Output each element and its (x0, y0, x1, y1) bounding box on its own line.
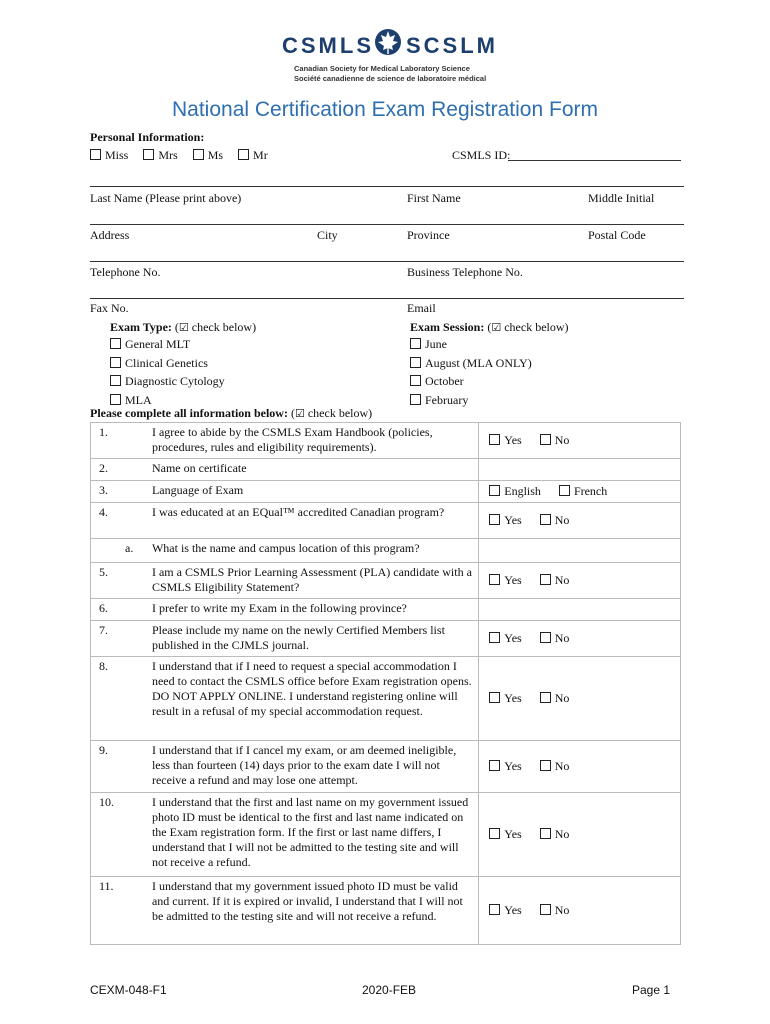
complete-all-heading: Please complete all information below: (☑ check below) (90, 406, 373, 420)
question-text: I understand that my government issued photo ID must be valid and current. If it is expired or invalid, I understand that I will not be admitted to the testing site and will not receive a refund. (148, 877, 479, 945)
answer-cell (479, 423, 681, 459)
question-text: I agree to abide by the CSMLS Exam Handbook (policies, procedures, rules and eligibility requirements). (148, 423, 479, 459)
question-text: I understand that if I need to request a special accommodation I need to contact the CSMLS office before Exam registration opens. DO NOT APPLY ONLINE. I understand registering online will result in a refusal of my special accommodation request. (148, 657, 479, 741)
telephone-label: Telephone No. (90, 265, 161, 279)
question-number: 8. (91, 657, 148, 741)
form-title: National Certification Exam Registration Form (172, 98, 598, 121)
checkbox-icon[interactable] (489, 760, 500, 771)
checkbox-icon[interactable] (110, 338, 121, 349)
question-row (91, 657, 681, 741)
question-number: 6. (91, 599, 148, 621)
question-text: Name on certificate (148, 459, 479, 481)
question-text: Language of Exam (148, 481, 479, 503)
org-name-fr: Société canadienne de science de laboratoire médical (294, 74, 487, 83)
answer-option-label: No (554, 432, 570, 447)
answer-option[interactable] (489, 433, 521, 448)
answer-option[interactable] (489, 903, 521, 918)
checkbox-icon[interactable] (540, 574, 551, 585)
exam-type-option[interactable]: General MLT (110, 335, 225, 354)
question-row (91, 599, 681, 621)
checkbox-icon[interactable] (410, 338, 421, 349)
org-name-en: Canadian Society for Medical Laboratory Science (294, 64, 470, 73)
answer-option-label: No (554, 572, 570, 587)
answer-cell (479, 877, 681, 945)
checkbox-icon[interactable] (410, 375, 421, 386)
answer-cell[interactable] (479, 599, 681, 621)
page-number: Page 1 (632, 983, 671, 997)
question-row (91, 481, 681, 503)
checkbox-icon[interactable] (489, 828, 500, 839)
exam-type-option[interactable]: Diagnostic Cytology (110, 372, 225, 391)
answer-cell (479, 657, 681, 741)
answer-option[interactable] (540, 513, 570, 528)
answer-cell (479, 481, 681, 503)
question-row (91, 539, 681, 563)
exam-type-option[interactable]: MLA (110, 391, 225, 410)
exam-session-option[interactable]: February (410, 391, 532, 410)
answer-option[interactable] (540, 691, 570, 706)
form-code: CEXM-048-F1 (90, 983, 167, 997)
checkbox-icon[interactable] (110, 357, 121, 368)
salutation-ms[interactable]: Ms (193, 148, 223, 162)
answer-option[interactable] (489, 631, 521, 646)
answer-option[interactable] (540, 631, 570, 646)
checkbox-icon[interactable] (489, 632, 500, 643)
question-number: 3. (91, 481, 148, 503)
org-logo (282, 26, 512, 86)
answer-option[interactable] (489, 484, 541, 499)
answer-option-label: Yes (504, 826, 522, 841)
checkbox-icon[interactable] (489, 574, 500, 585)
checkbox-icon[interactable] (489, 904, 500, 915)
question-number: 9. (91, 741, 148, 793)
question-text: What is the name and campus location of this program? (148, 539, 479, 563)
checked-box-icon: ☑ (491, 321, 502, 334)
checkbox-icon[interactable] (540, 632, 551, 643)
checkbox-icon[interactable] (143, 149, 154, 160)
checkbox-icon[interactable] (540, 828, 551, 839)
answer-option-label: Yes (504, 690, 522, 705)
answer-option[interactable] (540, 573, 570, 588)
checked-box-icon: ☑ (294, 407, 305, 420)
answer-option[interactable] (489, 513, 521, 528)
question-number: 5. (91, 563, 148, 599)
answer-option[interactable] (540, 903, 570, 918)
csmls-id-field[interactable] (508, 160, 681, 161)
answer-option-label: Yes (504, 758, 522, 773)
answer-option[interactable] (540, 759, 570, 774)
salutation-mrs[interactable]: Mrs (143, 148, 177, 162)
salutation-mr[interactable]: Mr (238, 148, 268, 162)
answer-option-label: Yes (504, 572, 522, 587)
answer-option-label: Yes (504, 902, 522, 917)
personal-heading: Personal Information: (90, 130, 205, 144)
answer-cell (479, 741, 681, 793)
answer-cell[interactable] (479, 459, 681, 481)
checkbox-icon[interactable] (489, 434, 500, 445)
salutation-group (90, 148, 268, 163)
exam-session-list (410, 335, 532, 409)
question-number: 10. (91, 793, 148, 877)
answer-option[interactable] (489, 827, 521, 842)
first-name-label: First Name (407, 191, 461, 205)
checkbox-icon[interactable] (489, 692, 500, 703)
answer-cell (479, 563, 681, 599)
answer-option-label: Yes (504, 512, 522, 527)
answer-option-label: No (554, 512, 570, 527)
fax-field-line[interactable] (90, 298, 684, 299)
checkbox-icon[interactable] (489, 485, 500, 496)
question-number: 2. (91, 459, 148, 481)
answer-option[interactable] (489, 691, 521, 706)
question-number: 4. (91, 503, 148, 539)
question-number: 11. (91, 877, 148, 945)
checkbox-icon[interactable] (540, 514, 551, 525)
question-row (91, 793, 681, 877)
checkbox-icon[interactable] (410, 394, 421, 405)
last-name-label: Last Name (Please print above) (90, 191, 242, 205)
questions-table (90, 422, 681, 945)
question-number: a. (91, 539, 148, 563)
salutation-miss[interactable]: Miss (90, 148, 128, 162)
email-label: Email (407, 301, 436, 315)
checkbox-icon[interactable] (238, 149, 249, 160)
checkbox-icon[interactable] (410, 357, 421, 368)
checkbox-icon[interactable] (110, 375, 121, 386)
answer-cell (479, 621, 681, 657)
answer-option-label: No (554, 826, 570, 841)
question-row (91, 621, 681, 657)
form-date: 2020-FEB (362, 983, 417, 997)
question-row (91, 459, 681, 481)
answer-option-label: No (554, 758, 570, 773)
exam-type-heading: Exam Type: (☑ check below) (110, 320, 257, 334)
exam-session-heading: Exam Session: (☑ check below) (410, 320, 569, 334)
business-telephone-label: Business Telephone No. (407, 265, 523, 279)
logo-text-right: SCSLM (406, 33, 498, 58)
answer-cell[interactable] (479, 539, 681, 563)
answer-cell (479, 793, 681, 877)
checkbox-icon[interactable] (193, 149, 204, 160)
answer-option-label: Yes (504, 630, 522, 645)
address-label: Address (90, 228, 130, 242)
question-text: I understand that the first and last name on my government issued photo ID must be identical to the first and last name indicated on the Exam registration form. If the first or last name differs, I understand that I will not be admitted to the testing site and will not receive a refund. (148, 793, 479, 877)
csmls-id-label: CSMLS ID: (452, 148, 511, 162)
answer-option-label: English (504, 483, 541, 498)
answer-option[interactable] (489, 573, 521, 588)
address-field-line[interactable] (90, 224, 684, 225)
question-row (91, 503, 681, 539)
exam-session-option[interactable]: October (410, 372, 532, 391)
exam-type-option[interactable]: Clinical Genetics (110, 354, 225, 373)
question-row (91, 563, 681, 599)
question-row (91, 423, 681, 459)
checkbox-icon[interactable] (540, 904, 551, 915)
question-text: I am a CSMLS Prior Learning Assessment (PLA) candidate with a CSMLS Eligibility Statement? (148, 563, 479, 599)
answer-option[interactable] (540, 433, 570, 448)
checkbox-icon[interactable] (540, 692, 551, 703)
logo-text-left: CSMLS (282, 33, 374, 58)
answer-cell (479, 503, 681, 539)
question-text: I was educated at an EQual™ accredited Canadian program? (148, 503, 479, 539)
question-row (91, 877, 681, 945)
question-text: Please include my name on the newly Certified Members list published in the CJMLS journal. (148, 621, 479, 657)
checkbox-icon[interactable] (110, 394, 121, 405)
telephone-field-line[interactable] (90, 261, 684, 262)
question-number: 1. (91, 423, 148, 459)
exam-type-list (110, 335, 225, 409)
checked-box-icon: ☑ (178, 321, 189, 334)
checkbox-icon[interactable] (540, 760, 551, 771)
city-label: City (317, 228, 338, 242)
province-label: Province (407, 228, 450, 242)
answer-option[interactable] (559, 484, 607, 499)
answer-option[interactable] (489, 759, 521, 774)
answer-option-label: No (554, 690, 570, 705)
checkbox-icon[interactable] (559, 485, 570, 496)
question-text: I prefer to write my Exam in the following province? (148, 599, 479, 621)
checkbox-icon[interactable] (540, 434, 551, 445)
middle-initial-label: Middle Initial (588, 191, 655, 205)
question-row (91, 741, 681, 793)
fax-label: Fax No. (90, 301, 129, 315)
exam-session-option[interactable]: August (MLA ONLY) (410, 354, 532, 373)
answer-option[interactable] (540, 827, 570, 842)
postal-code-label: Postal Code (588, 228, 646, 242)
answer-option-label: Yes (504, 432, 522, 447)
answer-option-label: French (573, 483, 608, 498)
exam-session-option[interactable]: June (410, 335, 532, 354)
answer-option-label: No (554, 902, 570, 917)
name-field-line[interactable] (90, 186, 684, 187)
checkbox-icon[interactable] (90, 149, 101, 160)
answer-option-label: No (554, 630, 570, 645)
checkbox-icon[interactable] (489, 514, 500, 525)
question-number: 7. (91, 621, 148, 657)
question-text: I understand that if I cancel my exam, or am deemed ineligible, less than fourteen (14) days prior to the exam date I will not receive a refund and may lose one attempt. (148, 741, 479, 793)
maple-leaf-icon (374, 28, 402, 58)
